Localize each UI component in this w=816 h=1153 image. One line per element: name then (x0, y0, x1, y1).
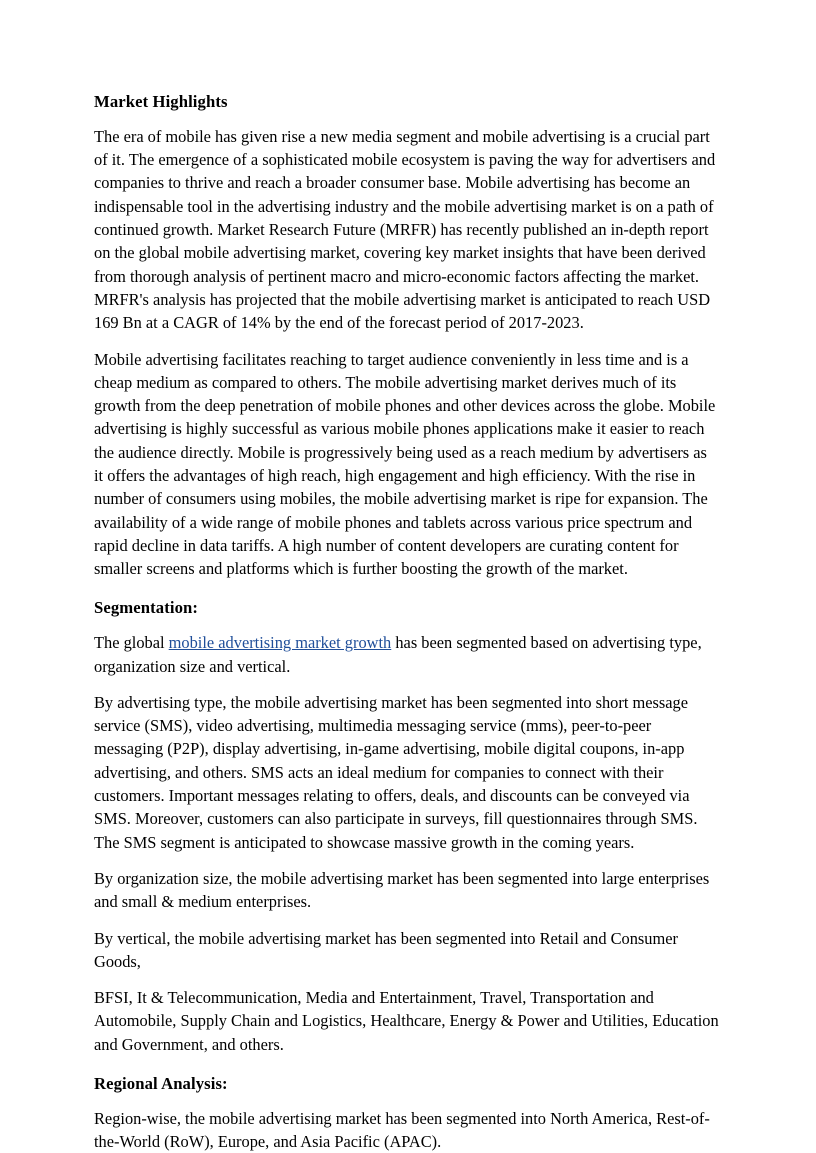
document-body (94, 92, 720, 1153)
segmentation-heading: Segmentation: (94, 598, 199, 618)
segmentation-intro-paragraph (94, 631, 720, 678)
regional-analysis-paragraph: Region-wise, the mobile advertising market has been segmented into North America, Rest-of-the-World (RoW), Europe, and Asia Pacific (APAC). (94, 1108, 710, 1152)
vertical-paragraph-line-1: By vertical, the mobile advertising market has been segmented into Retail and Consumer Goods, (94, 928, 678, 971)
mobile-advertising-market-growth-link[interactable]: mobile advertising market growth (168, 633, 392, 653)
segmentation-intro-text-before: The global (94, 633, 169, 653)
market-highlights-paragraph-2: Mobile advertising facilitates reaching to target audience conveniently in less time and is a cheap medium as compared to others. The mobile advertising market derives much of its growth from the deep penetration of mobile phones and other devices across the globe. Mobile advertising is highly successful as various mobile phones applications make it easier to reach the audience directly. Mobile is progressively being used as a reach medium by advertisers as it offers the advantages of high reach, high engagement and high efficiency. With the rise in number of consumers using mobiles, the mobile advertising market is ripe for expansion. The availability of a wide range of mobile phones and tablets across various price spectrum and rapid decline in data tariffs. A high number of content developers are curating content for smaller screens and platforms which is further boosting the growth of the market. (94, 349, 716, 579)
regional-analysis-heading: Regional Analysis: (94, 1074, 228, 1094)
advertising-type-paragraph: By advertising type, the mobile advertising market has been segmented into short message service (SMS), video advertising, multimedia messaging service (mms), peer-to-peer messaging (P2P), display advertising, in-game advertising, mobile digital coupons, in-app advertising, and others. SMS acts an ideal medium for companies to connect with their customers. Important messages relating to offers, deals, and discounts can be conveyed via SMS. Moreover, customers can also participate in surveys, fill questionnaires through SMS. The SMS segment is anticipated to showcase massive growth in the coming years. (94, 692, 698, 852)
organization-size-paragraph: By organization size, the mobile advertising market has been segmented into large enterprises and small & medium enterprises. (94, 868, 710, 912)
segmentation-intro-text-after: has been segmented based on advertising type, organization size and vertical. (94, 633, 702, 676)
market-highlights-paragraph-1: The era of mobile has given rise a new media segment and mobile advertising is a crucial part of it. The emergence of a sophisticated mobile ecosystem is paving the way for advertisers and companies to thrive and reach a broader consumer base. Mobile advertising has become an indispensable tool in the advertising industry and the mobile advertising market is on a path of continued growth. Market Research Future (MRFR) has recently published an in-depth report on the global mobile advertising market, covering key market insights that have been derived from thorough analysis of pertinent macro and micro-economic factors affecting the market. MRFR's analysis has projected that the mobile advertising market is anticipated to reach USD 169 Bn at a CAGR of 14% by the end of the forecast period of 2017-2023. (94, 126, 716, 333)
vertical-paragraph-line-2: BFSI, It & Telecommunication, Media and Entertainment, Travel, Transportation and Automobile, Supply Chain and Logistics, Healthcare, Energy & Power and Utilities, Education and Government, and others. (94, 988, 719, 1054)
market-highlights-heading: Market Highlights (94, 92, 228, 111)
